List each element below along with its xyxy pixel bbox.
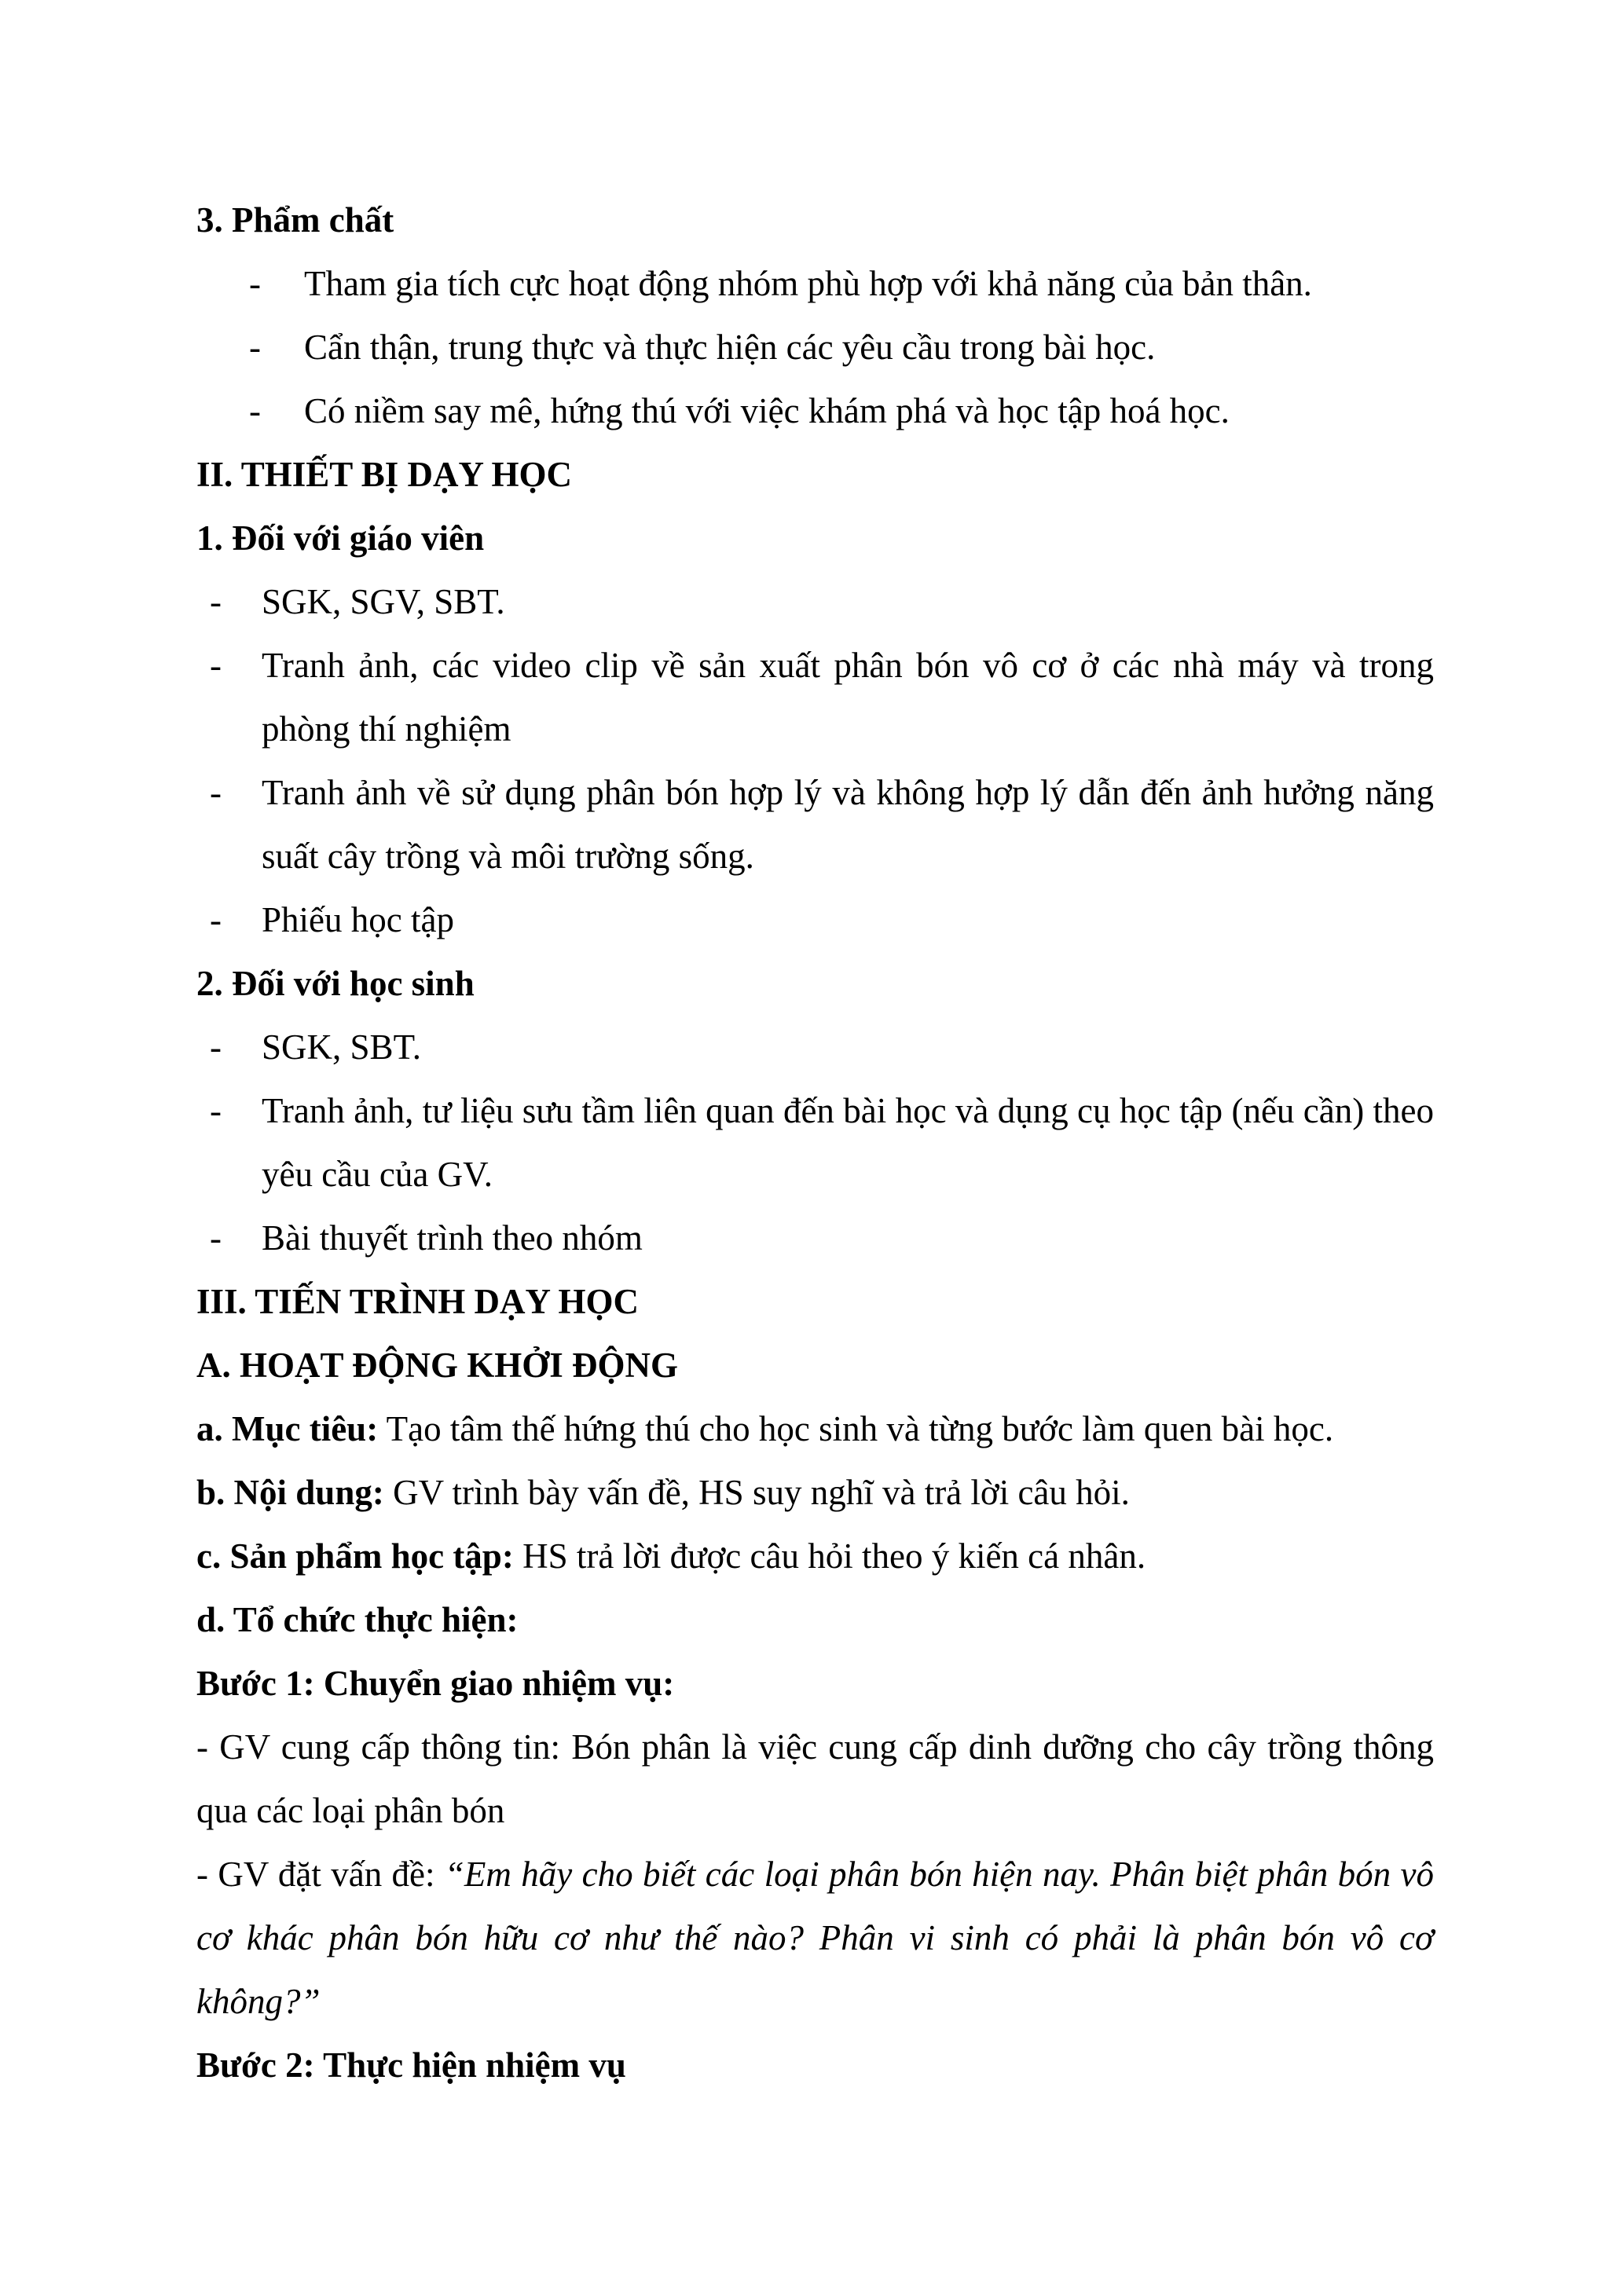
list-item-text: Tranh ảnh về sử dụng phân bón hợp lý và không hợp lý dẫn đến ảnh hưởng năng suất cây trồng và môi trường sống.	[262, 773, 1434, 876]
para-gv-dat-van-de	[196, 1843, 1434, 2034]
list-item	[196, 316, 1434, 379]
bullet-dash: -	[210, 773, 222, 812]
list-item-text: Có niềm say mê, hứng thú với việc khám phá và học tập hoá học.	[304, 391, 1230, 430]
para-san-pham	[196, 1525, 1434, 1588]
list-item	[196, 379, 1434, 443]
para-noi-dung	[196, 1461, 1434, 1525]
bullet-dash: -	[249, 328, 261, 367]
heading-doi-voi-hoc-sinh: 2. Đối với học sinh	[196, 964, 475, 1003]
heading-thiet-bi-day-hoc: II. THIẾT BỊ DẠY HỌC	[196, 455, 573, 494]
heading-buoc-2: Bước 2: Thực hiện nhiệm vụ	[196, 2045, 626, 2085]
list-item	[196, 570, 1434, 634]
list-item	[196, 888, 1434, 952]
list-item	[196, 634, 1434, 761]
list-item-text: Tranh ảnh, tư liệu sưu tầm liên quan đến bài học và dụng cụ học tập (nếu cần) theo yêu cầu của GV.	[262, 1091, 1434, 1194]
list-item	[196, 252, 1434, 316]
list-item-text: Tranh ảnh, các video clip về sản xuất phân bón vô cơ ở các nhà máy và trong phòng thí nghiệm	[262, 646, 1434, 749]
para-text: GV trình bày vấn đề, HS suy nghĩ và trả lời câu hỏi.	[383, 1473, 1130, 1512]
heading-to-chuc-thuc-hien: d. Tổ chức thực hiện:	[196, 1600, 519, 1639]
para-label: b. Nội dung:	[196, 1473, 384, 1512]
bullet-dash: -	[210, 900, 222, 939]
bullet-dash: -	[210, 582, 222, 621]
bullet-dash: -	[249, 391, 261, 430]
list-item-text: Cẩn thận, trung thực và thực hiện các yêu cầu trong bài học.	[304, 328, 1156, 367]
quote-text: “Em hãy cho biết các loại phân bón hiện nay. Phân biệt phân bón vô cơ khác phân bón hữu cơ như thế nào? Phân vi sinh có phải là phân bón vô cơ không?”	[196, 1855, 1435, 2021]
bullet-dash: -	[210, 1027, 222, 1067]
list-item	[196, 1016, 1434, 1079]
bullet-dash: -	[249, 264, 261, 303]
para-text: Tạo tâm thế hứng thú cho học sinh và từng bước làm quen bài học.	[378, 1409, 1334, 1448]
list-item-text: Bài thuyết trình theo nhóm	[262, 1218, 643, 1258]
para-muc-tieu	[196, 1397, 1434, 1461]
para-text: HS trả lời được câu hỏi theo ý kiến cá nhân.	[513, 1536, 1146, 1576]
list-item-text: SGK, SGV, SBT.	[262, 582, 505, 621]
heading-buoc-1: Bước 1: Chuyển giao nhiệm vụ:	[196, 1664, 675, 1703]
para-gv-cung-cap: - GV cung cấp thông tin: Bón phân là việc cung cấp dinh dưỡng cho cây trồng thông qua các loại phân bón	[196, 1727, 1434, 1830]
bullet-dash: -	[210, 646, 222, 685]
heading-pham-chat: 3. Phẩm chất	[196, 200, 394, 240]
list-item	[196, 761, 1434, 888]
bullet-dash: -	[210, 1091, 222, 1130]
heading-hoat-dong-khoi-dong: A. HOẠT ĐỘNG KHỞI ĐỘNG	[196, 1346, 678, 1385]
heading-tien-trinh-day-hoc: III. TIẾN TRÌNH DẠY HỌC	[196, 1282, 640, 1321]
list-item	[196, 1079, 1434, 1207]
list-item	[196, 1207, 1434, 1270]
para-label: a. Mục tiêu:	[196, 1409, 379, 1448]
para-label: c. Sản phẩm học tập:	[196, 1536, 514, 1576]
list-item-text: Tham gia tích cực hoạt động nhóm phù hợp với khả năng của bản thân.	[304, 264, 1312, 303]
heading-doi-voi-giao-vien: 1. Đối với giáo viên	[196, 518, 485, 558]
list-item-text: Phiếu học tập	[262, 900, 454, 939]
para-text: - GV đặt vấn đề:	[196, 1855, 445, 1894]
list-item-text: SGK, SBT.	[262, 1027, 421, 1067]
bullet-dash: -	[210, 1218, 222, 1258]
